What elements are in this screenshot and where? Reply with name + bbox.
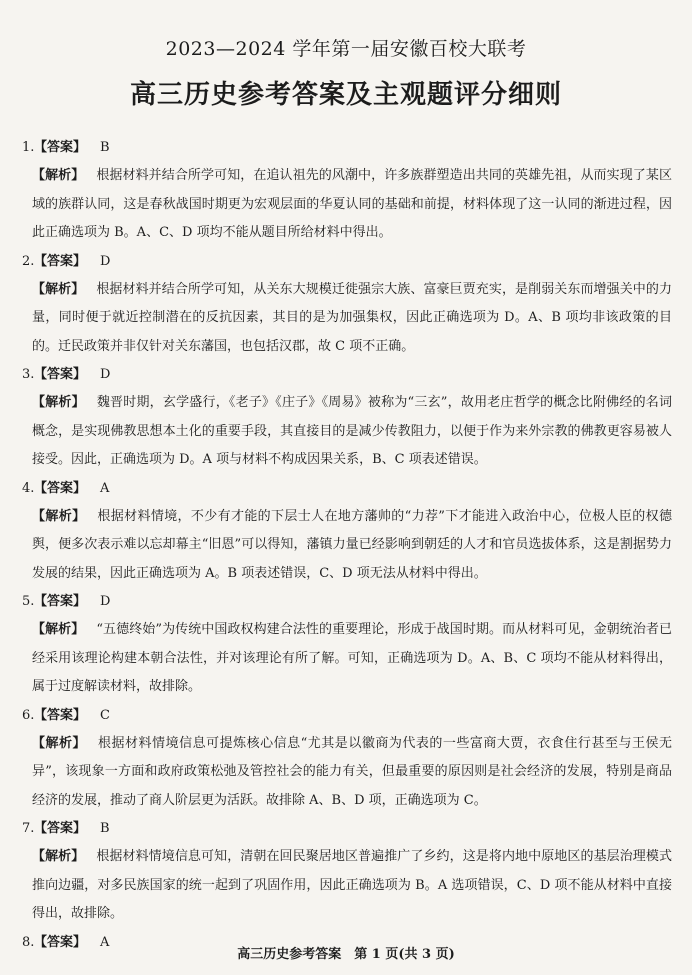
analysis-text: “五德终始”为传统中国政权构建合法性的重要理论，形成于战国时期。而从材料可见，金朝统治者已经采用该理论构建本朝合法性，并对该理论有所了解。可知，正确选项为 D。A、B、C 项均不能从材料得出，属于过度解读材料，故排除。 [32,622,672,694]
question-item-2 [22,248,672,362]
question-number: 4. [22,480,35,496]
analysis-paragraph [32,616,672,702]
answer-list [22,134,672,957]
question-number: 6. [22,707,35,723]
analysis-paragraph [32,162,672,248]
analysis-tag: 【解析】 [32,395,85,410]
analysis-tag: 【解析】 [32,168,85,183]
answer-value: D [100,367,111,382]
answer-tag: 【答案】 [34,594,87,609]
answer-tag: 【答案】 [34,707,87,723]
answer-tag: 【答案】 [34,253,87,269]
analysis-tag: 【解析】 [32,735,87,751]
answer-line [22,361,672,389]
question-number: 3. [22,367,35,382]
answer-tag: 【答案】 [34,821,87,836]
document-title: 高三历史参考答案及主观题评分细则 [129,80,562,110]
analysis-paragraph [32,389,672,475]
answer-value: B [100,821,110,836]
answer-line [22,588,672,616]
answer-value: D [100,594,111,609]
analysis-text: 根据材料情境信息可知，清朝在回民聚居地区普遍推广了乡约，这是将内地中原地区的基层治理模式推向边疆，对多民族国家的统一起到了巩固作用，因此正确选项为 B。A 选项错误，C、D 项不能从材料中直接得出，故排除。 [32,849,672,921]
answer-line [22,475,672,503]
analysis-text: 魏晋时期，玄学盛行，《老子》《庄子》《周易》被称为“三玄”，故用老庄哲学的概念比附佛经的名词概念，是实现佛教思想本土化的重要手段，其直接目的是减少传教阻力，以便于作为来外宗教的佛教更容易被人接受。因此，正确选项为 D。A 项与材料不构成因果关系，B、C 项表述错误。 [32,395,672,467]
page-footer: 高三历史参考答案 第 1 页(共 3 页) [237,947,455,962]
analysis-paragraph [32,730,672,816]
analysis-paragraph [32,843,672,929]
question-number: 7. [22,821,35,836]
answer-tag: 【答案】 [34,934,87,950]
analysis-text: 根据材料情境，不少有才能的下层士人在地方藩帅的“力荐”下才能进入政治中心，位极人臣的权德舆，便多次表示难以忘却幕主“旧恩”可以得知，藩镇力量已经影响到朝廷的人才和官员选拔体系，这是割据势力发展的结果，因此正确选项为 A。B 项表述错误，C、D 项无法从材料中得出。 [32,508,672,581]
answer-line [22,134,672,162]
answer-tag: 【答案】 [34,480,87,496]
analysis-text: 根据材料情境信息可提炼核心信息“尤其是以徽商为代表的一些富商大贾，衣食住行甚至与王侯无异”，该现象一方面和政府政策松弛及管控社会的能力有关，但最重要的原因则是社会经济的发展，特别是商品经济的发展，推动了商人阶层更为活跃。故排除 A、B、D 项，正确选项为 C。 [32,735,672,808]
answer-value: B [100,140,110,155]
analysis-tag: 【解析】 [32,281,85,297]
answer-value: D [100,253,111,269]
question-number: 5. [22,594,35,609]
answer-value: A [100,934,110,950]
analysis-paragraph [32,503,672,589]
analysis-paragraph [32,276,672,362]
question-item-3 [22,361,672,475]
question-item-6 [22,702,672,816]
question-item-5 [22,588,672,702]
analysis-tag: 【解析】 [32,508,86,524]
question-number: 2. [22,253,35,269]
analysis-tag: 【解析】 [32,622,85,637]
exam-title: 2023—2024 学年第一届安徽百校大联考 [165,38,527,60]
answer-value: A [100,480,110,496]
question-number: 1. [22,140,35,155]
answer-value: C [100,707,110,723]
answer-line [22,815,672,843]
question-item-7 [22,815,672,929]
question-item-4 [22,475,672,589]
analysis-tag: 【解析】 [32,849,85,864]
answer-tag: 【答案】 [34,367,87,382]
answer-line [22,702,672,730]
question-number: 8. [22,934,35,950]
answer-line [22,248,672,276]
analysis-text: 根据材料并结合所学可知，从关东大规模迁徙强宗大族、富豪巨贾充实，是削弱关东而增强关中的力量，同时便于就近控制潜在的反抗因素，其目的是为加强集权，因此正确选项为 D。A、B 项均非该政策的目的。迁民政策并非仅针对关东藩国，也包括汉郡，故 C 项不正确。 [32,281,672,354]
question-item-1 [22,134,672,248]
analysis-text: 根据材料并结合所学可知，在追认祖先的风潮中，许多族群塑造出共同的英雄先祖，从而实现了某区域的族群认同，这是春秋战国时期更为宏观层面的华夏认同的基础和前提，材料体现了这一认同的渐进过程，因此正确选项为 B。A、C、D 项均不能从题目所给材料中得出。 [32,168,672,240]
answer-tag: 【答案】 [34,140,87,155]
